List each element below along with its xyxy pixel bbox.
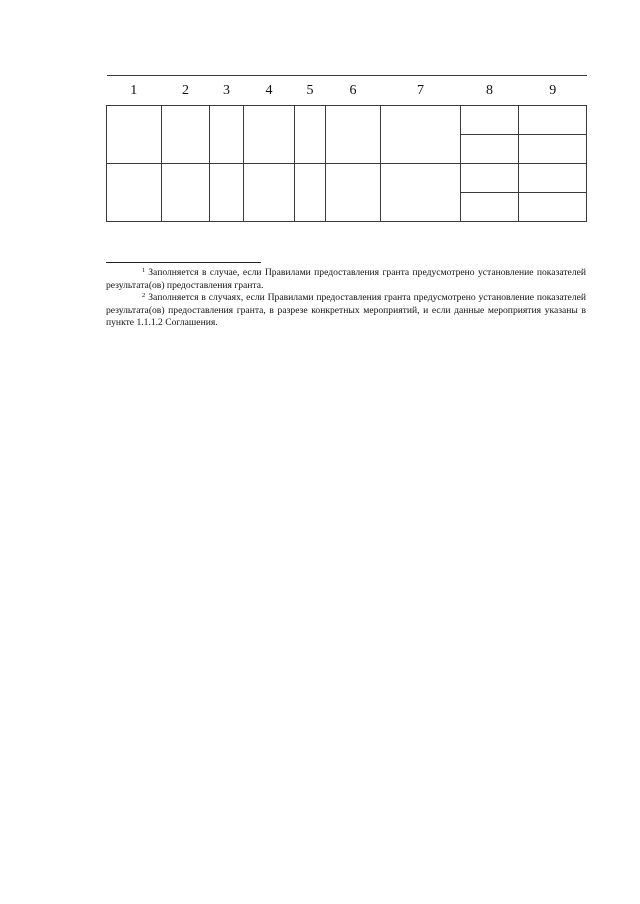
footnote-text: Заполняется в случаях, если Правилами предоставления гранта предусмотрено установление показателей результата(ов) предоставления гранта, в разрезе конкретных мероприятий, и если данные мероприятия указаны в пункте 1.1.1.2 Соглашения. — [106, 292, 586, 328]
footnote-text: Заполняется в случае, если Правилами предоставления гранта предусмотрено установление показателей результата(ов) предоставления гранта. — [106, 267, 586, 291]
table-cell — [295, 106, 326, 164]
footnotes — [106, 267, 586, 330]
table-cell — [244, 106, 295, 164]
table-cell — [210, 106, 244, 164]
table-cell — [461, 106, 519, 135]
footnote-separator — [106, 262, 261, 263]
table-cell — [162, 106, 210, 164]
footnote-marker: 1 — [142, 267, 146, 274]
table-cell — [519, 164, 587, 193]
table-cell — [244, 164, 295, 222]
table-cell — [461, 193, 519, 222]
table-cell — [381, 164, 461, 222]
table-cell — [210, 164, 244, 222]
column-header: 3 — [210, 76, 244, 106]
table-cell — [107, 164, 162, 222]
table-cell — [326, 106, 381, 164]
table-row — [107, 164, 587, 193]
table-cell — [295, 164, 326, 222]
column-header: 9 — [519, 76, 587, 106]
table-cell — [381, 106, 461, 164]
table-cell — [461, 164, 519, 193]
table-cell — [519, 135, 587, 164]
column-header: 4 — [244, 76, 295, 106]
results-table — [106, 75, 587, 222]
column-header: 1 — [107, 76, 162, 106]
table-cell — [326, 164, 381, 222]
table-cell — [519, 106, 587, 135]
table-cell — [519, 193, 587, 222]
column-header: 8 — [461, 76, 519, 106]
table-header-row — [107, 76, 587, 106]
column-header: 6 — [326, 76, 381, 106]
footnote-1 — [106, 267, 586, 292]
column-header: 5 — [295, 76, 326, 106]
table-cell — [461, 135, 519, 164]
table-cell — [162, 164, 210, 222]
column-header: 7 — [381, 76, 461, 106]
column-header: 2 — [162, 76, 210, 106]
footnote-2 — [106, 292, 586, 330]
table-row — [107, 106, 587, 135]
table-cell — [107, 106, 162, 164]
footnote-marker: 2 — [142, 292, 146, 299]
